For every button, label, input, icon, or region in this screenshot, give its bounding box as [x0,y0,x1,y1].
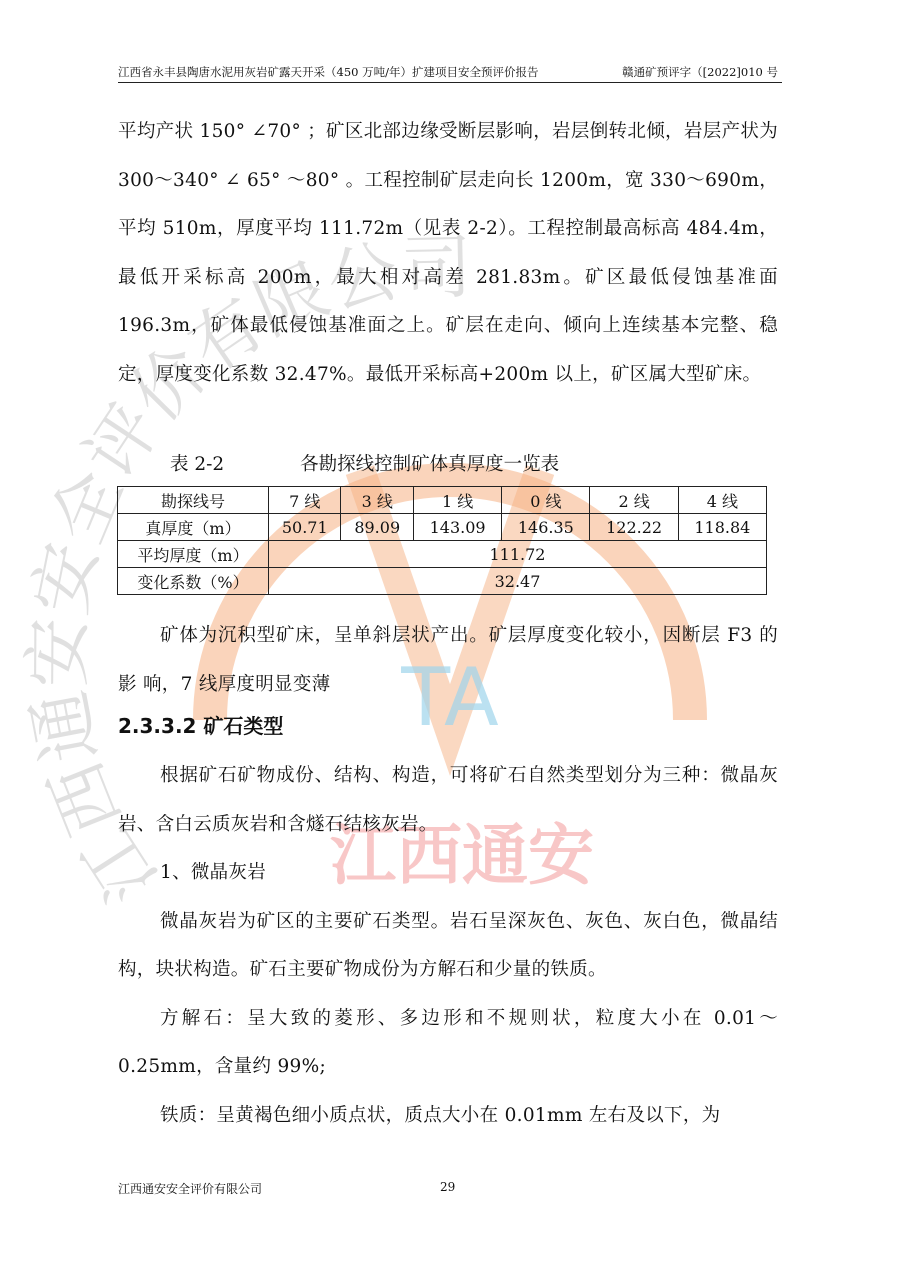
header-report-title: 江西省永丰县陶唐水泥用灰岩矿露天开采（450 万吨/年）扩建项目安全预评价报告 [118,65,539,79]
paragraph: 矿体为沉积型矿床，呈单斜层状产出。矿层厚度变化较小，因断层 F3 的影 响，7 线厚度明显变薄 [118,625,778,695]
table-cell: 32.47 [269,568,767,595]
table-header-cell: 平均厚度（m） [118,541,269,568]
watermark-company-text: 江西通安 [330,817,594,894]
table-cell: 143.09 [413,514,501,541]
thickness-table [117,486,767,595]
table-header-cell: 勘探线号 [118,487,269,514]
table-cell: 111.72 [269,541,767,568]
watermark-logo-letters: TA [401,651,499,744]
list-heading: 1、微晶灰岩 [160,862,267,883]
paragraph: 铁质：呈黄褐色细小质点状，质点大小在 0.01mm 左右及以下，为 [160,1104,721,1126]
table-row [118,514,767,541]
paragraph: 方解石：呈大致的菱形、多边形和不规则状，粒度大小在 0.01～0.25mm，含量约 99%; [118,1007,778,1077]
table-row [118,541,767,568]
table-caption [170,450,559,476]
paragraph: 平均产状 150° ∠70° ；矿区北部边缘受断层影响，岩层倒转北倾，岩层产状为 300～340° ∠ 65° ～80° 。工程控制矿层走向长 1200m，宽 330～690m，平均 510m，厚度平均 111.72m（见表 2-2）。工程控制最高标高 484.4m，最低开采标高 200m，最大相对高差 281.83m。矿区最低侵蚀基准面 196.3m，矿体最低侵蚀基准面之上。矿层在走向、倾向上连续基本完整、稳定，厚度变化系数 32.47%。最低开采标高+200m 以上，矿区属大型矿床。 [118,121,778,385]
footer-company: 江西通安安全评价有限公司 [118,1182,263,1196]
table-cell: 2 线 [590,487,678,514]
section-heading: 2.3.3.2 矿石类型 [118,714,284,738]
watermark-arc-text: 江西通安安全评价有限公司 [16,226,473,917]
paragraph: 微晶灰岩为矿区的主要矿石类型。岩石呈深灰色、灰色、灰白色，微晶结 构，块状构造。矿石主要矿物成份为方解石和少量的铁质。 [118,910,778,980]
table-caption-title: 各勘探线控制矿体真厚度一览表 [300,454,560,475]
paragraph: 根据矿石矿物成份、结构、构造，可将矿石自然类型划分为三种：微晶灰 岩、含白云质灰岩和含燧石结核灰岩。 [118,765,778,835]
table-cell: 118.84 [678,514,766,541]
table-cell: 1 线 [413,487,501,514]
table-row [118,487,767,514]
table-row [118,568,767,595]
header-report-number: 赣通矿预评字（[2022]010 号 [622,65,778,79]
table-caption-label: 表 2-2 [170,454,225,475]
table-cell: 146.35 [502,514,590,541]
table-cell: 7 线 [269,487,341,514]
table-cell: 89.09 [341,514,413,541]
table-header-cell: 真厚度（m） [118,514,269,541]
table-cell: 0 线 [502,487,590,514]
table-cell: 3 线 [341,487,413,514]
body-text-bottom [118,752,778,1140]
body-text-top [118,108,778,399]
page-number: 29 [440,1180,456,1194]
page-header [118,62,782,83]
body-text-after-table [118,612,778,709]
table-cell: 50.71 [269,514,341,541]
table-header-cell: 变化系数（%） [118,568,269,595]
table-cell: 122.22 [590,514,678,541]
table-cell: 4 线 [678,487,766,514]
